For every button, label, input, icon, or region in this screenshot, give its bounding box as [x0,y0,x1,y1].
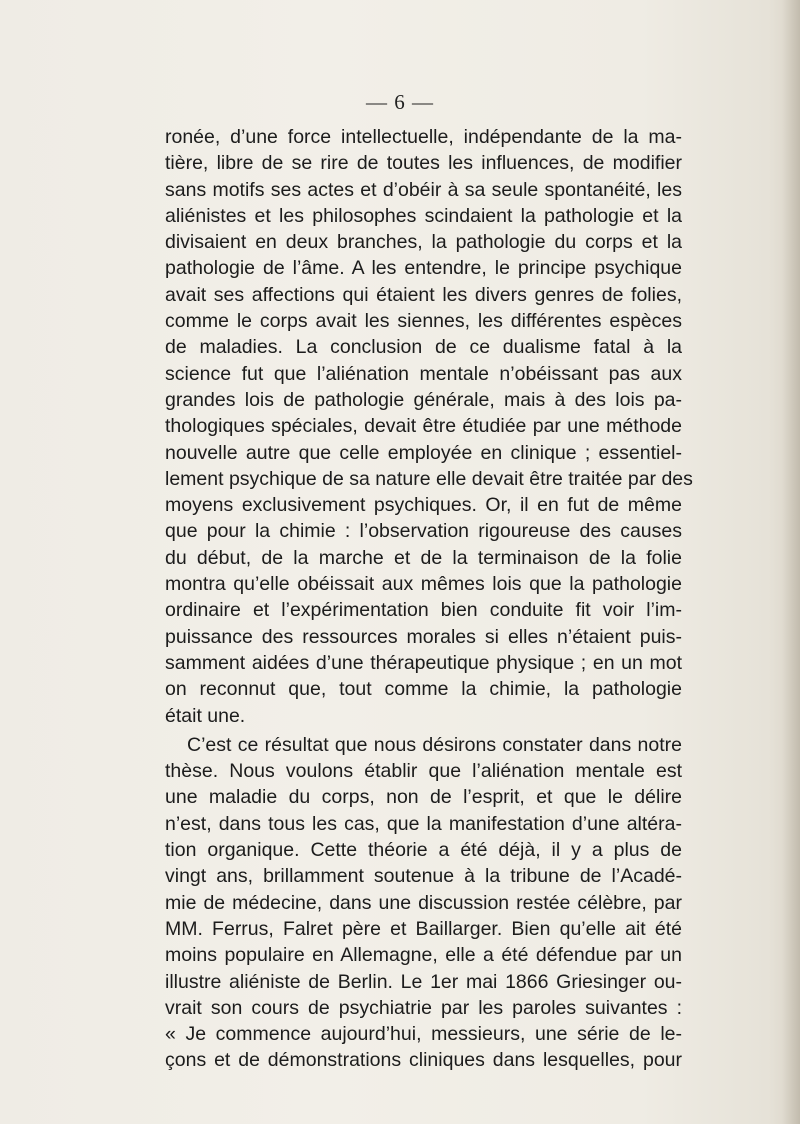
text-line: mie de médecine, dans une discussion restée célèbre, par [165,891,682,914]
page-edge-shadow [782,0,800,1124]
text-line: sans motifs ses actes et d’obéir à sa seule spontanéité, les [165,178,682,201]
text-line: « Je commence aujourd’hui, messieurs, une série de le- [165,1023,682,1046]
text-line: aliénistes et les philosophes scindaient la pathologie et la [165,204,682,227]
text-line: vrait son cours de psychiatrie par les paroles suivantes : [165,996,682,1019]
text-line: du début, de la marche et de la terminaison de la folie [165,546,682,569]
text-line: tion organique. Cette théorie a été déjà, il y a plus de [165,839,682,862]
text-line: samment aidées d’une thérapeutique physique ; en un mot [165,651,682,674]
text-line: moyens exclusivement psychiques. Or, il en fut de même [165,494,682,517]
text-line: lement psychique de sa nature elle devait être traitée par des [165,467,693,490]
text-line: tière, libre de se rire de toutes les influences, de modifier [165,152,682,175]
text-line: C’est ce résultat que nous désirons constater dans notre [187,733,682,756]
text-line: divisaient en deux branches, la pathologie du corps et la [165,231,682,254]
text-line: avait ses affections qui étaient les divers genres de folies, [165,283,682,306]
text-line: comme le corps avait les siennes, les différentes espèces [165,310,682,333]
text-line: çons et de démonstrations cliniques dans lesquelles, pour [165,1049,682,1072]
text-line: ordinaire et l’expérimentation bien conduite fit voir l’im- [165,599,682,622]
text-line: on reconnut que, tout comme la chimie, la pathologie [165,678,682,701]
text-line: MM. Ferrus, Falret père et Baillarger. Bien qu’elle ait été [165,917,682,940]
text-line: grandes lois de pathologie générale, mais à des lois pa- [165,388,682,411]
text-line: était une. [165,704,246,727]
text-line: pathologie de l’âme. A les entendre, le principe psychique [165,257,682,280]
body-text [165,124,693,1074]
text-line: montra qu’elle obéissait aux mêmes lois que la pathologie [165,573,682,596]
paragraph-1 [165,124,693,729]
text-line: thèse. Nous voulons établir que l’aliénation mentale est [165,760,682,783]
page-number: — 6 — [366,90,434,114]
text-line: n’est, dans tous les cas, que la manifestation d’une altéra- [165,812,682,835]
text-line: de maladies. La conclusion de ce dualisme fatal à la [165,336,682,359]
text-line: puissance des ressources morales si elles n’étaient puis- [165,625,682,648]
text-line: moins populaire en Allemagne, elle a été défendue par un [165,944,682,967]
text-line: illustre aliéniste de Berlin. Le 1er mai 1866 Griesinger ou- [165,970,682,993]
text-line: science fut que l’aliénation mentale n’obéissant pas aux [165,362,682,385]
text-line: ronée, d’une force intellectuelle, indépendante de la ma- [165,126,682,148]
text-line: nouvelle autre que celle employée en clinique ; essentiel- [165,441,682,464]
text-line: thologiques spéciales, devait être étudiée par une méthode [165,415,682,438]
text-line: une maladie du corps, non de l’esprit, et que le délire [165,786,682,809]
paragraph-2 [165,732,682,1074]
text-line: vingt ans, brillamment soutenue à la tribune de l’Acadé- [165,865,682,888]
text-line: que pour la chimie : l’observation rigoureuse des causes [165,520,682,543]
